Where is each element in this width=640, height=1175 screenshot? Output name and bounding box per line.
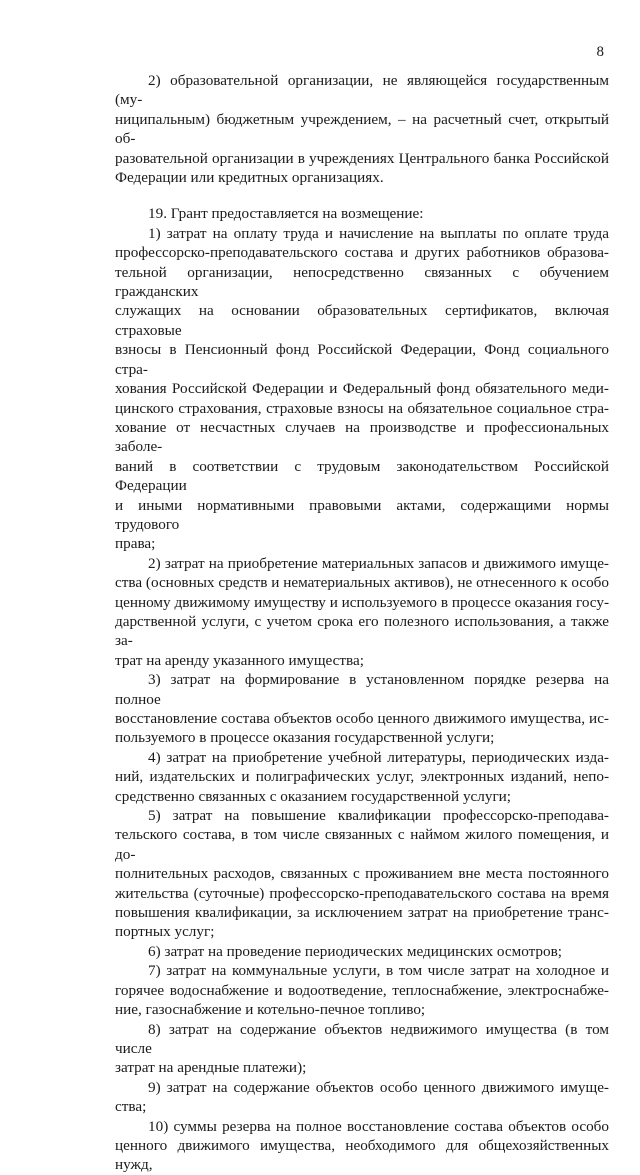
text-line: 2) образовательной организации, не являющейся государственным (му- — [115, 72, 609, 109]
text-line: тельского состава, в том числе связанных с наймом жилого помещения, и до- — [115, 826, 609, 863]
body-text — [115, 71, 609, 1175]
text-line: полнительных расходов, связанных с проживанием вне места постоянного — [115, 865, 609, 883]
text-line: 19. Грант предоставляется на возмещение: — [148, 205, 424, 223]
text-line: ства; — [115, 1098, 147, 1116]
text-line: дарственной услуги, с учетом срока его полезного использования, а также за- — [115, 612, 609, 650]
text-line: ства (основных средств и нематериальных активов), не отнесенного к особо — [115, 574, 609, 592]
text-line: хование от несчастных случаев на производстве и профессиональных заболе- — [115, 418, 609, 456]
text-line: ценного движимого имущества, необходимого для общехозяйственных нужд, — [115, 1136, 609, 1174]
text-line: восстановление состава объектов особо ценного движимого имущества, ис- — [115, 710, 609, 727]
text-line: пользуемого в процессе оказания государственной услуги; — [115, 729, 495, 747]
text-line: 5) затрат на повышение квалификации профессорско-преподава- — [148, 807, 609, 825]
text-line: 2) затрат на приобретение материальных запасов и движимого имуще- — [148, 554, 609, 572]
text-line: разовательной организации в учреждениях Центрального банка Российской — [115, 149, 609, 167]
text-line: 3) затрат на формирование в установленном порядке резерва на полное — [115, 671, 609, 708]
text-line: 10) суммы резерва на полное восстановление состава объектов особо — [148, 1117, 609, 1135]
text-line: 1) затрат на оплату труда и начисление на выплаты по оплате труда — [148, 224, 609, 242]
text-line: 4) затрат на приобретение учебной литературы, периодических изда- — [148, 748, 609, 766]
text-line: Федерации или кредитных организациях. — [115, 169, 384, 187]
text-line: взносы в Пенсионный фонд Российской Федерации, Фонд социального стра- — [115, 341, 609, 378]
text-line: трат на аренду указанного имущества; — [115, 651, 364, 669]
text-line: ние, газоснабжение и котельно-печное топливо; — [115, 1001, 426, 1019]
text-line: цинского страхования, страховые взносы на обязательное социальное стра- — [115, 399, 609, 417]
text-line: портных услуг; — [115, 923, 215, 941]
text-line: тельной организации, непосредственно связанных с обучением гражданских — [115, 263, 609, 301]
text-line: и иными нормативными правовыми актами, содержащими нормы трудового — [115, 496, 609, 533]
text-line: права; — [115, 535, 156, 553]
text-line: 7) затрат на коммунальные услуги, в том числе затрат на холодное и — [148, 962, 609, 980]
text-line: ний, издательских и полиграфических услуг, электронных изданий, непо- — [115, 768, 609, 786]
text-line: средственно связанных с оказанием государственной услуги; — [115, 787, 512, 805]
text-line: профессорско-преподавательского состава и других работников образова- — [115, 244, 609, 262]
text-line: 9) затрат на содержание объектов особо ценного движимого имуще- — [148, 1078, 609, 1096]
text-line: служащих на основании образовательных сертификатов, включая страховые — [115, 302, 609, 339]
text-line: 6) затрат на проведение периодических медицинских осмотров; — [148, 942, 562, 960]
page-number: 8 — [596, 44, 604, 60]
text-line: хования Российской Федерации и Федеральный фонд обязательного меди- — [115, 380, 609, 398]
text-line: горячее водоснабжение и водоотведение, теплоснабжение, электроснабже- — [115, 981, 609, 999]
text-line: жительства (суточные) профессорско-преподавательского состава на время — [115, 884, 609, 902]
text-line: ваний в соответствии с трудовым законодательством Российской Федерации — [115, 457, 609, 495]
text-line: затрат на арендные платежи); — [115, 1059, 307, 1077]
text-line: 8) затрат на содержание объектов недвижимого имущества (в том числе — [115, 1020, 609, 1057]
text-line: ниципальным) бюджетным учреждением, – на расчетный счет, открытый об- — [115, 110, 609, 148]
text-line: повышения квалификации, за исключением затрат на приобретение транс- — [115, 904, 609, 922]
text-line: ценному движимому имуществу и используемого в процессе оказания госу- — [115, 593, 609, 611]
